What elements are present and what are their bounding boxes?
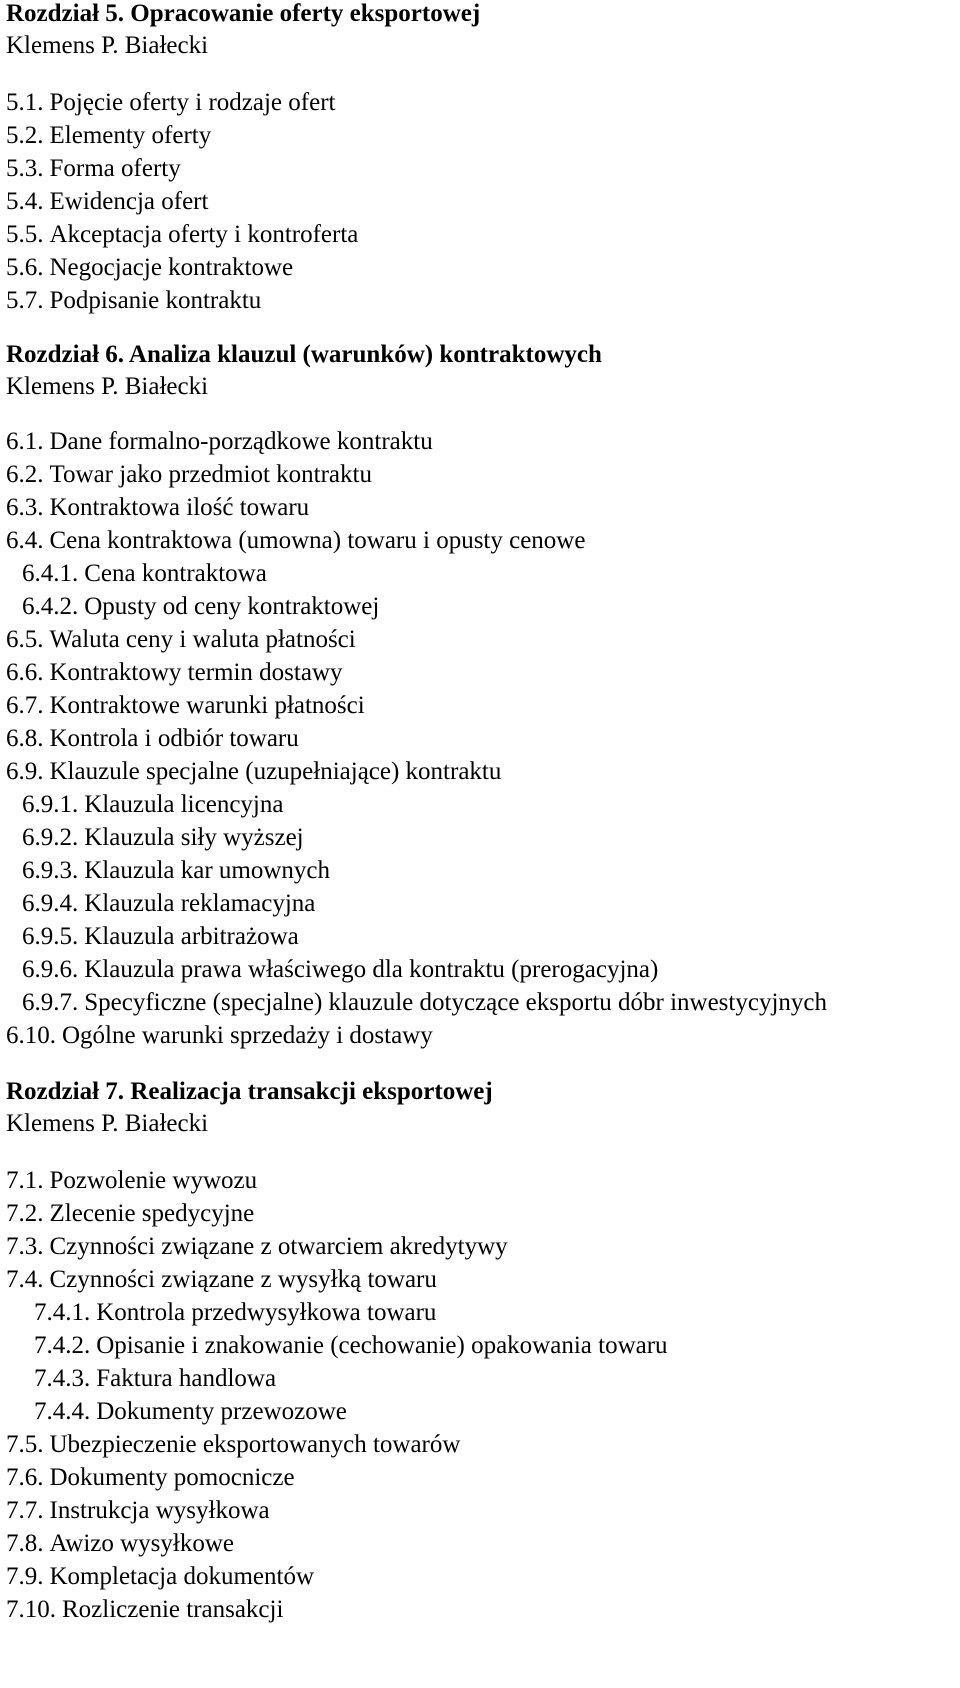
toc-item-text: Akceptacja oferty i kontroferta <box>49 221 359 248</box>
toc-item-number: 7.7. <box>6 1497 44 1524</box>
toc-item-text: Ewidencja ofert <box>49 188 209 215</box>
toc-item <box>6 152 960 185</box>
toc-item-text: Kompletacja dokumentów <box>49 1563 315 1590</box>
toc-item-number: 6.3. <box>6 494 44 521</box>
toc-item-text: Ogólne warunki sprzedaży i dostawy <box>62 1022 433 1049</box>
toc-item <box>6 185 960 218</box>
toc-item <box>6 119 960 152</box>
toc-item-number: 5.1. <box>6 89 44 116</box>
toc-item-number: 5.2. <box>6 122 44 149</box>
toc-item-text: Rozliczenie transakcji <box>62 1596 284 1623</box>
toc-item-text: Opusty od ceny kontraktowej <box>84 593 380 620</box>
toc-item-text: Kontraktowe warunki płatności <box>49 692 365 719</box>
toc-item-number: 6.9.7. <box>22 989 79 1016</box>
toc-item-number: 7.3. <box>6 1233 44 1260</box>
toc-item-text: Pojęcie oferty i rodzaje ofert <box>49 89 336 116</box>
toc-item-text: Towar jako przedmiot kontraktu <box>49 461 372 488</box>
toc-item-number: 6.4.1. <box>22 560 79 587</box>
toc-item-number: 6.10. <box>6 1022 56 1049</box>
toc-item-number: 6.8. <box>6 725 44 752</box>
toc-item-text: Kontraktowa ilość towaru <box>49 494 310 521</box>
toc-item <box>6 557 960 590</box>
toc-item <box>6 986 960 1019</box>
toc-item-number: 6.9. <box>6 758 44 785</box>
toc-item-text: Klauzula prawa właściwego dla kontraktu (prerogacyjna) <box>84 956 659 983</box>
toc-item <box>6 524 960 557</box>
toc-item <box>6 218 960 251</box>
toc-item-number: 7.4.2. <box>34 1332 91 1359</box>
toc-item-text: Klauzula arbitrażowa <box>84 923 299 950</box>
toc-item <box>6 1263 960 1296</box>
toc-item <box>6 788 960 821</box>
toc-item-text: Podpisanie kontraktu <box>49 287 262 314</box>
toc-item-number: 6.1. <box>6 428 44 455</box>
toc-item-text: Elementy oferty <box>49 122 212 149</box>
toc-item-text: Instrukcja wysyłkowa <box>49 1497 270 1524</box>
toc-item-number: 7.4. <box>6 1266 44 1293</box>
toc-item-number: 7.2. <box>6 1200 44 1227</box>
chapter-author: Klemens P. Białecki <box>6 32 209 59</box>
toc-item-text: Opisanie i znakowanie (cechowanie) opakowania towaru <box>96 1332 668 1359</box>
toc-item-text: Waluta ceny i waluta płatności <box>49 626 356 653</box>
toc-item <box>6 1197 960 1230</box>
toc-item <box>6 1230 960 1263</box>
toc-item <box>6 1593 960 1626</box>
toc-item <box>6 1428 960 1461</box>
toc-item-number: 5.4. <box>6 188 44 215</box>
toc-item-number: 6.9.2. <box>22 824 79 851</box>
toc-item-text: Klauzula reklamacyjna <box>84 890 316 917</box>
toc-item-number: 7.9. <box>6 1563 44 1590</box>
toc-item-number: 6.4. <box>6 527 44 554</box>
toc-item-text: Dane formalno-porządkowe kontraktu <box>49 428 433 455</box>
toc-item-number: 7.4.3. <box>34 1365 91 1392</box>
toc-item-number: 7.4.4. <box>34 1398 91 1425</box>
toc-item-text: Klauzula siły wyższej <box>84 824 304 851</box>
toc-item-text: Zlecenie spedycyjne <box>49 1200 255 1227</box>
toc-item-text: Dokumenty pomocnicze <box>49 1464 295 1491</box>
toc-item-text: Kontrola przedwysyłkowa towaru <box>96 1299 437 1326</box>
toc-item-text: Kontraktowy termin dostawy <box>49 659 343 686</box>
toc-item-text: Awizo wysyłkowe <box>49 1530 234 1557</box>
toc-item-number: 6.4.2. <box>22 593 79 620</box>
toc-item-number: 6.9.4. <box>22 890 79 917</box>
toc-item-number: 7.8. <box>6 1530 44 1557</box>
toc-item <box>6 425 960 458</box>
toc-item-text: Kontrola i odbiór towaru <box>49 725 299 752</box>
toc-item <box>6 920 960 953</box>
toc-item-text: Dokumenty przewozowe <box>96 1398 347 1425</box>
toc-item <box>6 1329 960 1362</box>
chapter-6 <box>6 339 960 1052</box>
toc-list <box>6 86 960 317</box>
toc-item-number: 7.6. <box>6 1464 44 1491</box>
toc-item-text: Czynności związane z wysyłką towaru <box>49 1266 437 1293</box>
chapter-title: Rozdział 5. Opracowanie oferty eksportowej <box>6 0 481 27</box>
toc-item-text: Czynności związane z otwarciem akredytywy <box>49 1233 508 1260</box>
toc-list <box>6 425 960 1052</box>
toc-item <box>6 1395 960 1428</box>
toc-item-text: Klauzula licencyjna <box>84 791 284 818</box>
toc-item <box>6 1527 960 1560</box>
toc-item-number: 6.5. <box>6 626 44 653</box>
toc-item-number: 7.4.1. <box>34 1299 91 1326</box>
toc-item-number: 5.7. <box>6 287 44 314</box>
toc-item-number: 5.6. <box>6 254 44 281</box>
toc-item <box>6 251 960 284</box>
toc-item <box>6 689 960 722</box>
toc-list <box>6 1164 960 1626</box>
toc-item <box>6 887 960 920</box>
toc-item-number: 7.10. <box>6 1596 56 1623</box>
chapter-7 <box>6 1076 960 1626</box>
toc-item-text: Ubezpieczenie eksportowanych towarów <box>49 1431 461 1458</box>
toc-item <box>6 1362 960 1395</box>
toc-item <box>6 491 960 524</box>
toc-item-number: 5.3. <box>6 155 44 182</box>
toc-item-number: 7.1. <box>6 1167 44 1194</box>
toc-item <box>6 1164 960 1197</box>
toc-item-text: Cena kontraktowa (umowna) towaru i opusty cenowe <box>49 527 586 554</box>
toc-item-number: 7.5. <box>6 1431 44 1458</box>
toc-item <box>6 722 960 755</box>
chapter-5 <box>6 0 960 317</box>
toc-item-number: 6.9.6. <box>22 956 79 983</box>
toc-item-number: 6.2. <box>6 461 44 488</box>
toc-item <box>6 458 960 491</box>
toc-item-number: 6.7. <box>6 692 44 719</box>
toc-item <box>6 1494 960 1527</box>
toc-item <box>6 953 960 986</box>
toc-item <box>6 623 960 656</box>
chapter-title: Rozdział 7. Realizacja transakcji eksportowej <box>6 1078 493 1105</box>
toc-item-text: Klauzula kar umownych <box>84 857 331 884</box>
toc-item <box>6 656 960 689</box>
toc-item <box>6 590 960 623</box>
toc-item <box>6 284 960 317</box>
toc-item-number: 5.5. <box>6 221 44 248</box>
toc-item-text: Pozwolenie wywozu <box>49 1167 258 1194</box>
chapter-author: Klemens P. Białecki <box>6 373 209 400</box>
toc-item-text: Cena kontraktowa <box>84 560 267 587</box>
toc-item <box>6 821 960 854</box>
toc-item-number: 6.9.1. <box>22 791 79 818</box>
toc-item <box>6 1019 960 1052</box>
toc-item <box>6 1560 960 1593</box>
toc-item-text: Specyficzne (specjalne) klauzule dotyczące eksportu dóbr inwestycyjnych <box>84 989 827 1016</box>
toc-item-number: 6.9.5. <box>22 923 79 950</box>
toc-item <box>6 1461 960 1494</box>
toc-item-text: Faktura handlowa <box>96 1365 277 1392</box>
toc-item-text: Klauzule specjalne (uzupełniające) kontraktu <box>49 758 502 785</box>
toc-item <box>6 755 960 788</box>
toc-item <box>6 86 960 119</box>
toc-item-number: 6.9.3. <box>22 857 79 884</box>
toc-item <box>6 1296 960 1329</box>
toc-item-text: Forma oferty <box>49 155 181 182</box>
chapter-author: Klemens P. Białecki <box>6 1110 209 1137</box>
toc-item-text: Negocjacje kontraktowe <box>49 254 294 281</box>
toc-item-number: 6.6. <box>6 659 44 686</box>
chapter-title: Rozdział 6. Analiza klauzul (warunków) kontraktowych <box>6 341 602 368</box>
toc-item <box>6 854 960 887</box>
